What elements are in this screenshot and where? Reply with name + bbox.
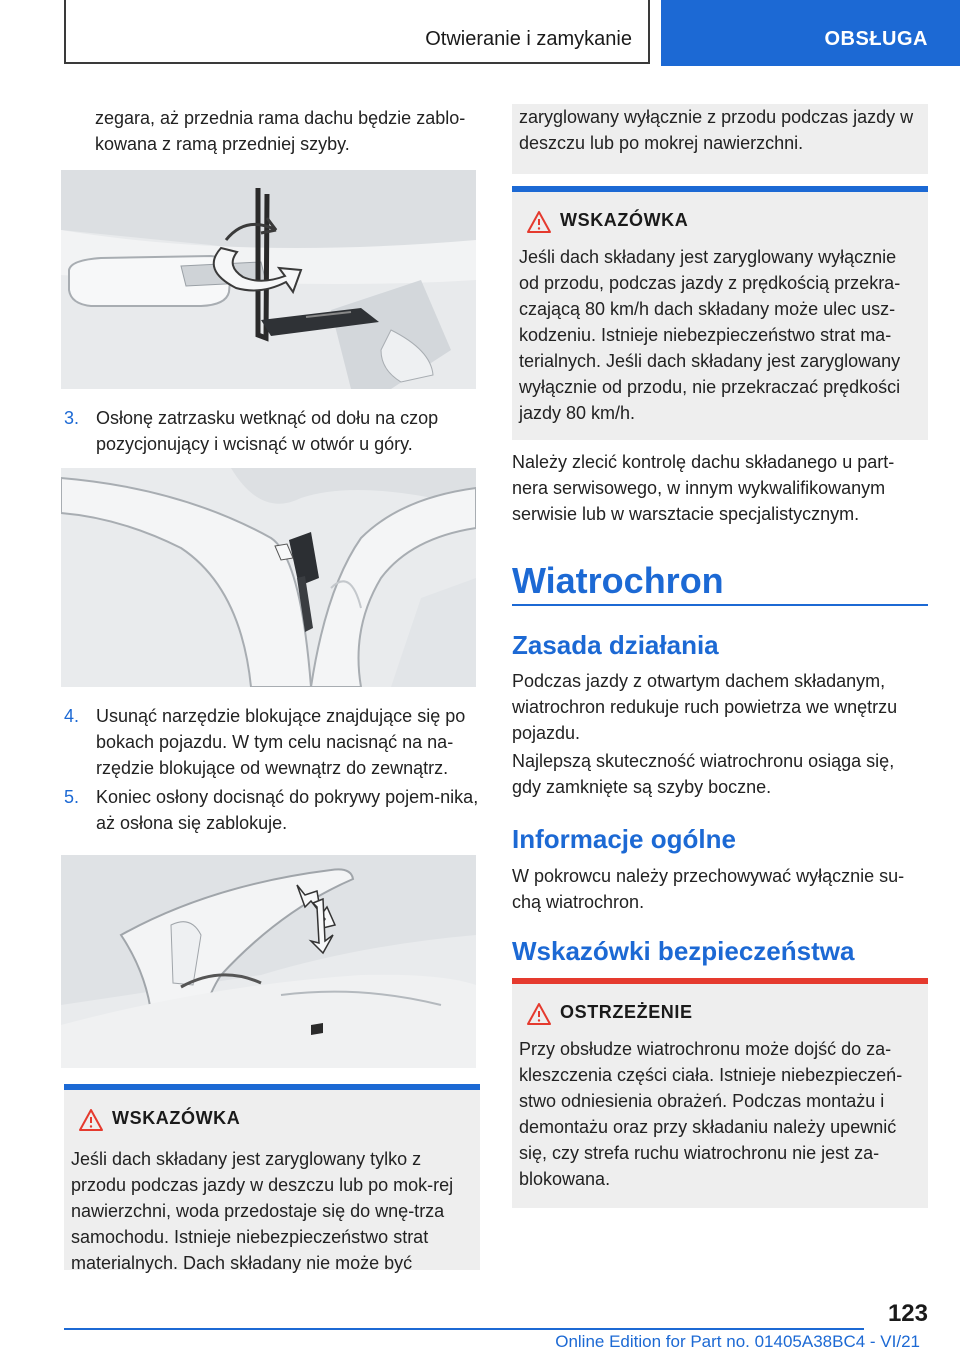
cover-lock-illustration: [61, 855, 476, 1068]
warning-bar: [512, 978, 928, 984]
chapter-label: OBSŁUGA: [824, 28, 928, 50]
note-bar: [64, 1084, 480, 1090]
note-box-warning: [512, 978, 928, 1208]
note-box-hint: [64, 1084, 480, 1273]
edition-footer: Online Edition for Part no. 01405A38BC4 - VI/21: [555, 1332, 920, 1351]
note-bar: [512, 186, 928, 192]
latch-cover-illustration: [61, 468, 476, 687]
intro-text: zegara, aż przednia rama dachu będzie zablo-kowana z ramą przedniej szyby.: [95, 108, 466, 154]
roof-frame-illustration: [61, 170, 476, 389]
step-number: 4.: [64, 706, 80, 726]
step-number: 3.: [64, 408, 80, 428]
note-text: Przy obsłudze wiatrochronu może dojść do za-kleszczenia części ciała. Istnieje niebezpieczeń-stwo odniesienia obrażeń. Podczas montażu i demontażu oraz przy składaniu należy upewnić się, czy strefa ruchu wiatrochronu nie jest za-blokowana.: [519, 1039, 903, 1189]
figure-cover-lock: [61, 855, 476, 1068]
principle-paragraph-1: Podczas jazdy z otwartym dachem składanym, wiatrochron redukuje ruch powietrza we wnętrzu pojazdu.: [512, 671, 898, 743]
heading-rule: [512, 604, 928, 606]
heading-safety: Wskazówki bezpieczeństwa: [512, 936, 855, 966]
heading-principle: Zasada działania: [512, 630, 719, 660]
warning-triangle-icon: [526, 1002, 552, 1026]
step-text: Usunąć narzędzie blokujące znajdujące się po bokach pojazdu. W tym celu nacisnąć na na-rzędzie blokujące od wewnątrz do zewnątrz.: [96, 706, 466, 778]
note-text: Jeśli dach składany jest zaryglowany wyłącznie od przodu, podczas jazdy z prędkością przekra-czającą 80 km/h dach składany może ulec usz-kodzeniu. Istnieje niebezpieczeństwo strat ma-terialnych. Jeśli dach składany jest zaryglowany wyłącznie od przodu, nie przekraczać prędkości jazdy 80 km/h.: [519, 247, 901, 423]
note-title: WSKAZÓWKA: [112, 1108, 241, 1128]
note-text: Jeśli dach składany jest zaryglowany tylko z przodu podczas jazdy w deszczu lub po mok-rej nawierzchni, woda przedostaje się do wnę-trza samochodu. Istnieje niebezpieczeństwo strat materialnych. Dach składany nie może być: [71, 1149, 454, 1273]
note-title: OSTRZEŻENIE: [560, 1002, 693, 1022]
service-text: Należy zlecić kontrolę dachu składanego u part-nera serwisowego, w innym wykwalifikowanym serwisie lub w warsztacie specjalistycznym.: [512, 452, 895, 524]
section-title: Otwieranie i zamykanie: [425, 28, 632, 50]
general-text: W pokrowcu należy przechowywać wyłącznie su-chą wiatrochron.: [512, 866, 905, 912]
note-text: zaryglowany wyłącznie z przodu podczas jazdy w deszczu lub po mokrej nawierzchni.: [519, 107, 914, 153]
chapter-tab: [661, 0, 960, 66]
note-box-hint-speed: [512, 186, 928, 440]
step-4: [64, 703, 480, 781]
figure-hex-key-rotation: [61, 170, 476, 389]
running-header-box: [64, 0, 650, 64]
step-text: Koniec osłony docisnąć do pokrywy pojem-nika, aż osłona się zablokuje.: [96, 787, 479, 833]
step-text: Osłonę zatrzasku wetknąć od dołu na czop pozycjonujący i wcisnąć w otwór u góry.: [96, 408, 439, 454]
note-box-continued: [512, 104, 928, 174]
figure-latch-cover: [61, 468, 476, 687]
step-number: 5.: [64, 787, 80, 807]
warning-triangle-icon: [78, 1108, 104, 1132]
warning-triangle-icon: [526, 210, 552, 234]
note-title: WSKAZÓWKA: [560, 210, 689, 230]
heading-general: Informacje ogólne: [512, 824, 736, 854]
step-5: [64, 784, 480, 836]
footer-rule: [64, 1328, 864, 1330]
page-heading: Wiatrochron: [512, 560, 724, 601]
page-number: 123: [887, 1300, 928, 1327]
principle-paragraph-2: Najlepszą skuteczność wiatrochronu osiąga się, gdy zamknięte są szyby boczne.: [512, 751, 895, 797]
step-3: [64, 405, 480, 457]
